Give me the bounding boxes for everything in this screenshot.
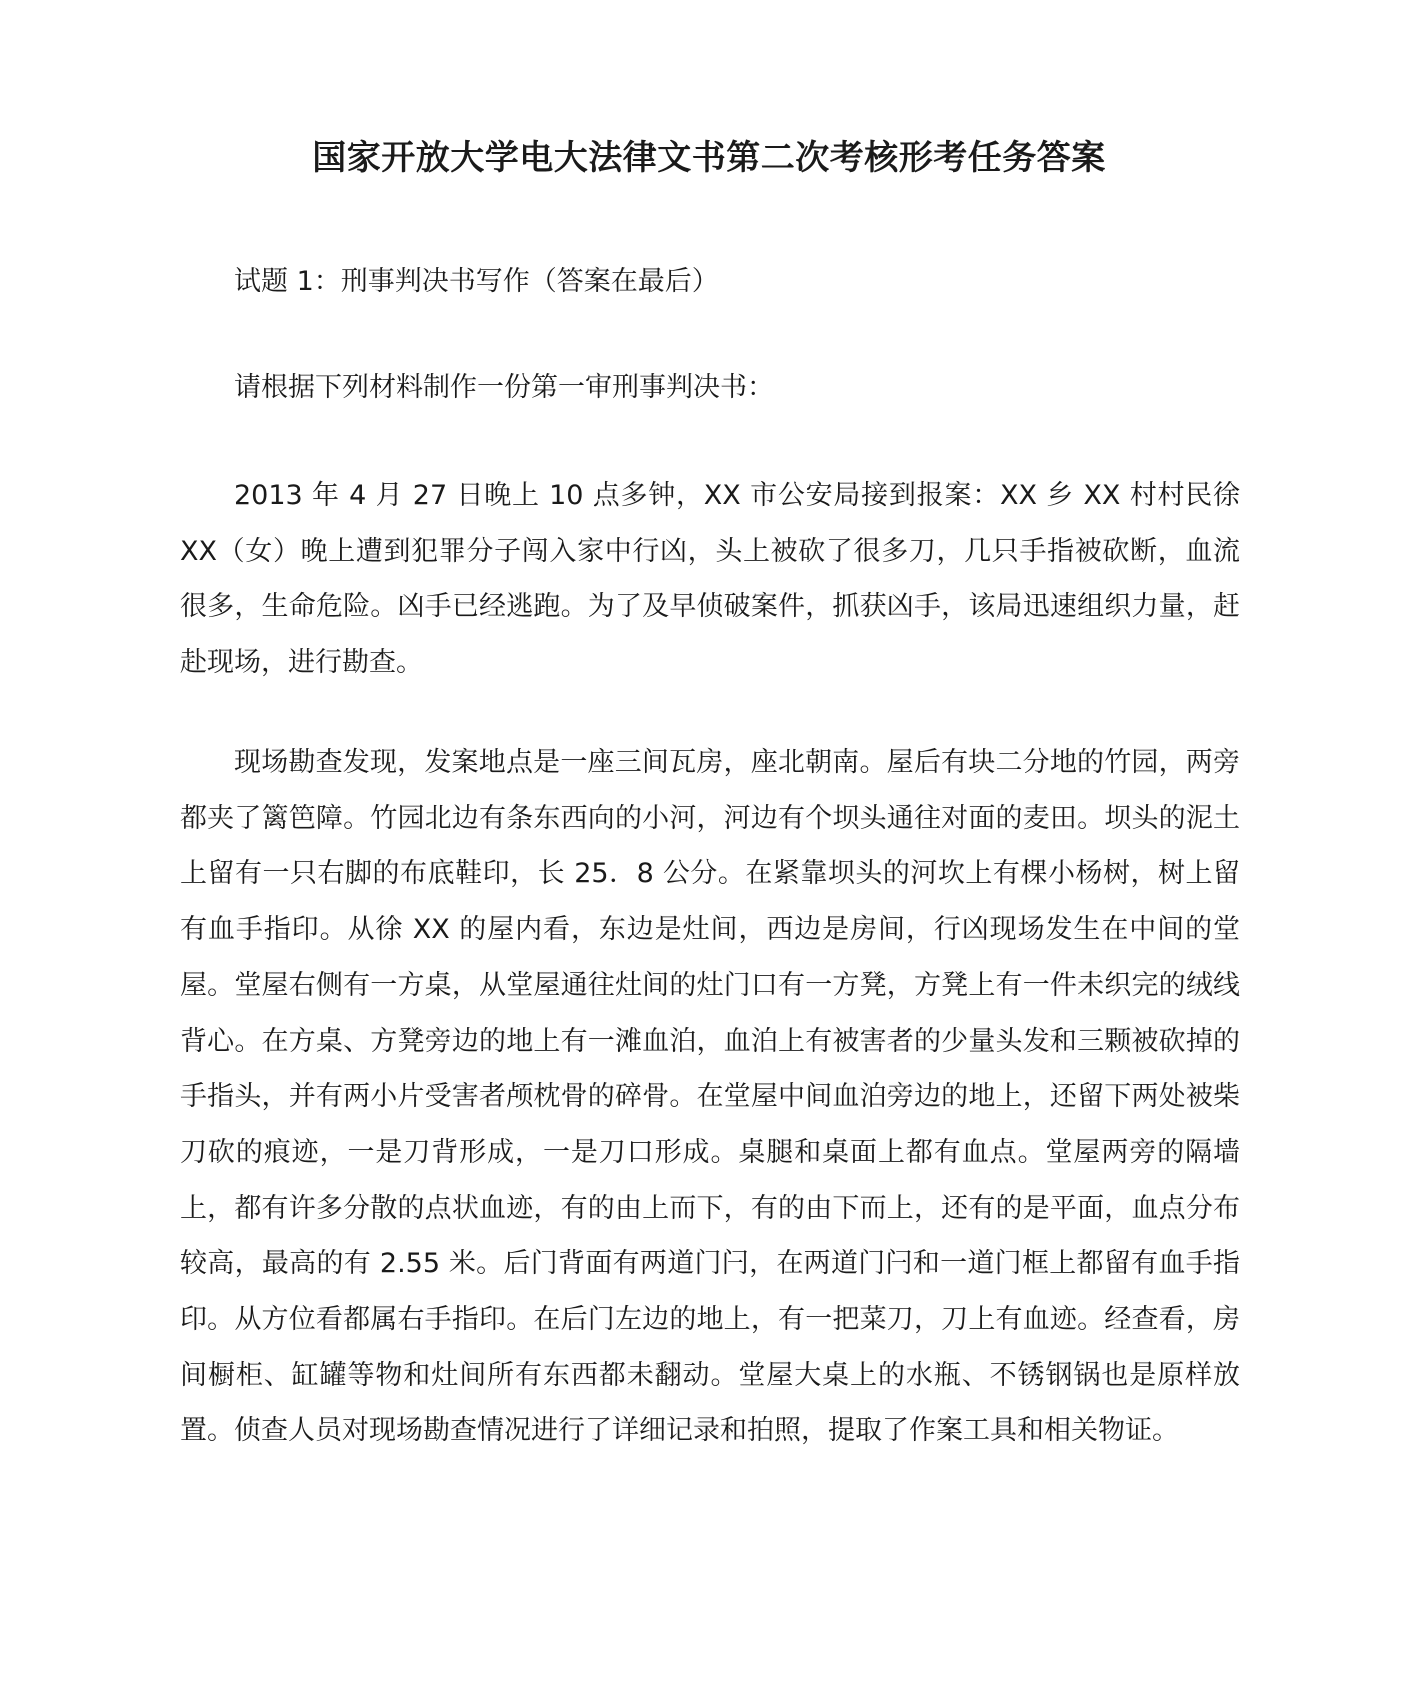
- question-heading: 试题 1：刑事判决书写作（答案在最后）: [234, 266, 719, 297]
- scene-investigation-paragraph: 现场勘查发现，发案地点是一座三间瓦房，座北朝南。屋后有块二分地的竹园，两旁都夹了篱笆障。竹园北边有条东西向的小河，河边有个坝头通往对面的麦田。坝头的泥土上留有一只右脚的布底鞋印，长 25．8 公分。在紧靠坝头的河坎上有棵小杨树，树上留有血手指印。从徐 XX 的屋内看，东边是灶间，西边是房间，行凶现场发生在中间的堂屋。堂屋右侧有一方桌，从堂屋通往灶间的灶门口有一方凳，方凳上有一件未织完的绒线背心。在方桌、方凳旁边的地上有一滩血泊，血泊上有被害者的少量头发和三颗被砍掉的手指头，并有两小片受害者颅枕骨的碎骨。在堂屋中间血泊旁边的地上，还留下两处被柴刀砍的痕迹，一是刀背形成，一是刀口形成。桌腿和桌面上都有血点。堂屋两旁的隔墙上，都有许多分散的点状血迹，有的由上而下，有的由下而上，还有的是平面，血点分布较高，最高的有 2.55 米。后门背面有两道门闩，在两道门闩和一道门框上都留有血手指印。从方位看都属右手指印。在后门左边的地上，有一把菜刀，刀上有血迹。经查看，房间橱柜、缸罐等物和灶间所有东西都未翻动。堂屋大桌上的水瓶、不锈钢锅也是原样放置。侦查人员对现场勘查情况进行了详细记录和拍照，提取了作案工具和相关物证。: [180, 747, 1240, 1447]
- case-report-paragraph: 2013 年 4 月 27 日晚上 10 点多钟，XX 市公安局接到报案：XX 乡 XX 村村民徐 XX（女）晚上遭到犯罪分子闯入家中行凶，头上被砍了很多刀，几只手指被砍断，血流很多，生命危险。凶手已经逃跑。为了及早侦破案件，抓获凶手，该局迅速组织力量，赶赴现场，进行勘查。: [180, 480, 1240, 679]
- instruction-paragraph: 请根据下列材料制作一份第一审刑事判决书：: [234, 372, 774, 403]
- document-title: 国家开放大学电大法律文书第二次考核形考任务答案: [312, 138, 1106, 178]
